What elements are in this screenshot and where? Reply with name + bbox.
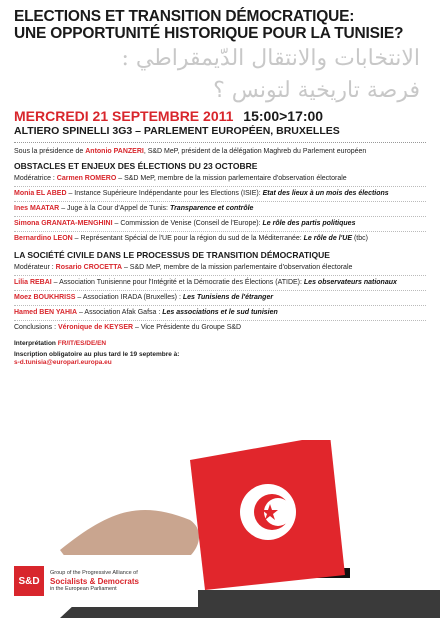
divider (14, 142, 426, 143)
speaker-affiliation: – Représentant Spécial de l'UE pour la région du sud de la Méditerranée: (72, 235, 304, 242)
speaker-name: Bernardino LEON (14, 235, 73, 242)
talk-topic: Le rôle des partis politiques (262, 220, 356, 227)
interpretation-block (14, 340, 426, 367)
speaker-affiliation: – S&D MeP, membre de la mission parlementaire d'observation électorale (116, 175, 347, 182)
presidence-suffix: , S&D MeP, président de la délégation Maghreb du Parlement européen (143, 148, 367, 155)
speaker-name: Ines MAATAR (14, 205, 60, 212)
contact-email-link[interactable]: s-d.tunisia@europarl.europa.eu (14, 359, 112, 366)
program (0, 147, 440, 367)
speaker-item (14, 204, 426, 213)
item-divider (14, 320, 426, 321)
speaker-item (14, 174, 426, 183)
interpretation-label: Interprétation (14, 340, 56, 347)
item-divider (14, 290, 426, 291)
speaker-role: Modératrice : (14, 175, 57, 182)
item-divider (14, 231, 426, 232)
speaker-role: Modérateur : (14, 264, 56, 271)
talk-topic: Transparence et contrôle (169, 205, 254, 212)
item-divider (14, 275, 426, 276)
speaker-affiliation: – Vice Présidente du Groupe S&D (133, 324, 242, 331)
speaker-name: Simona GRANATA-MENGHINI (14, 220, 113, 227)
item-divider (14, 186, 426, 187)
speaker-name: Moez BOUKHRISS (14, 294, 76, 301)
speaker-name: Hamed BEN YAHIA (14, 309, 78, 316)
speaker-item (14, 308, 426, 317)
speaker-name: Véronique de KEYSER (57, 324, 134, 331)
section-1-items (14, 174, 426, 243)
sd-line-1: Group of the Progressive Alliance of (50, 569, 138, 576)
date-line (14, 108, 426, 124)
speaker-item (14, 189, 426, 198)
speaker-affiliation: – Instance Supérieure Indépendante pour les Elections (ISIE): (66, 190, 263, 197)
section-2-items (14, 263, 426, 332)
interpretation-languages: FR/IT/ES/DE/EN (57, 340, 107, 347)
title-line-2: UNE OPPORTUNITÉ HISTORIQUE POUR LA TUNISIE? (14, 25, 404, 42)
speaker-name: Carmen ROMERO (56, 175, 117, 182)
sd-line-3: in the European Parliament (50, 585, 117, 592)
presidence-name: Antonio PANZERI (85, 148, 144, 155)
speaker-affiliation: – Juge à la Cour d'Appel de Tunis: (59, 205, 170, 212)
sd-logo-block (8, 555, 198, 607)
sd-group-text (50, 570, 139, 593)
item-divider (14, 216, 426, 217)
speaker-name: Rosario CROCETTA (55, 264, 123, 271)
header (0, 0, 440, 137)
speaker-item (14, 219, 426, 228)
presidence-prefix: Sous la présidence de (14, 148, 84, 155)
speaker-name: Lilia REBAI (14, 279, 52, 286)
presidence-line (14, 147, 426, 156)
speaker-affiliation: – Association Afak Gafsa : (77, 309, 163, 316)
talk-topic: Les observateurs nationaux (303, 279, 397, 286)
section-1-title: OBSTACLES ET ENJEUX DES ÉLECTIONS DU 23 OCTOBRE (14, 161, 258, 171)
item-divider (14, 305, 426, 306)
speaker-affiliation: – Association Tunisienne pour l'Intégrité et la Démocratie des Élections (ATIDE): (51, 279, 304, 286)
arabic-title-line-2: فرصة تاريخية لتونس ؟ (213, 78, 420, 103)
speaker-affiliation: – S&D MeP, membre de la mission parlementaire d'observation électorale (122, 264, 353, 271)
sd-logo: S&D (14, 566, 44, 596)
speaker-item (14, 263, 426, 272)
speaker-item (14, 293, 426, 302)
sd-line-2: Socialists & Democrats (50, 576, 139, 586)
item-divider (14, 201, 426, 202)
speaker-affiliation: – Association IRADA (Bruxelles) : (75, 294, 183, 301)
talk-topic: Etat des lieux à un mois des élections (262, 190, 389, 197)
talk-topic: Le rôle de l'UE (303, 235, 352, 242)
event-date: MERCREDI 21 SEPTEMBRE 2011 (14, 108, 234, 124)
section-2-title: LA SOCIÉTÉ CIVILE DANS LE PROCESSUS DE TRANSITION DÉMOCRATIQUE (14, 250, 330, 260)
arabic-title-line-1: الانتخابات والانتقال الدّيمقراطي : (121, 46, 420, 71)
event-venue: ALTIERO SPINELLI 3G3 – PARLEMENT EUROPÉEN, BRUXELLES (14, 125, 340, 137)
title-line-1: ELECTIONS ET TRANSITION DÉMOCRATIQUE: (14, 8, 355, 25)
inscription-text: Inscription obligatoire au plus tard le 19 septembre à: (14, 351, 180, 358)
talk-topic: Les associations et le sud tunisien (162, 309, 278, 316)
tbc-note: (tbc) (352, 235, 368, 242)
event-time: 15:00>17:00 (243, 108, 324, 124)
speaker-item (14, 278, 426, 287)
speaker-item (14, 234, 426, 243)
speaker-item (14, 323, 426, 332)
speaker-affiliation: – Commission de Venise (Conseil de l'Europe): (112, 220, 263, 227)
speaker-role: Conclusions : (14, 324, 58, 331)
talk-topic: Les Tunisiens de l'étranger (182, 294, 274, 301)
speaker-name: Monia EL ABED (14, 190, 67, 197)
